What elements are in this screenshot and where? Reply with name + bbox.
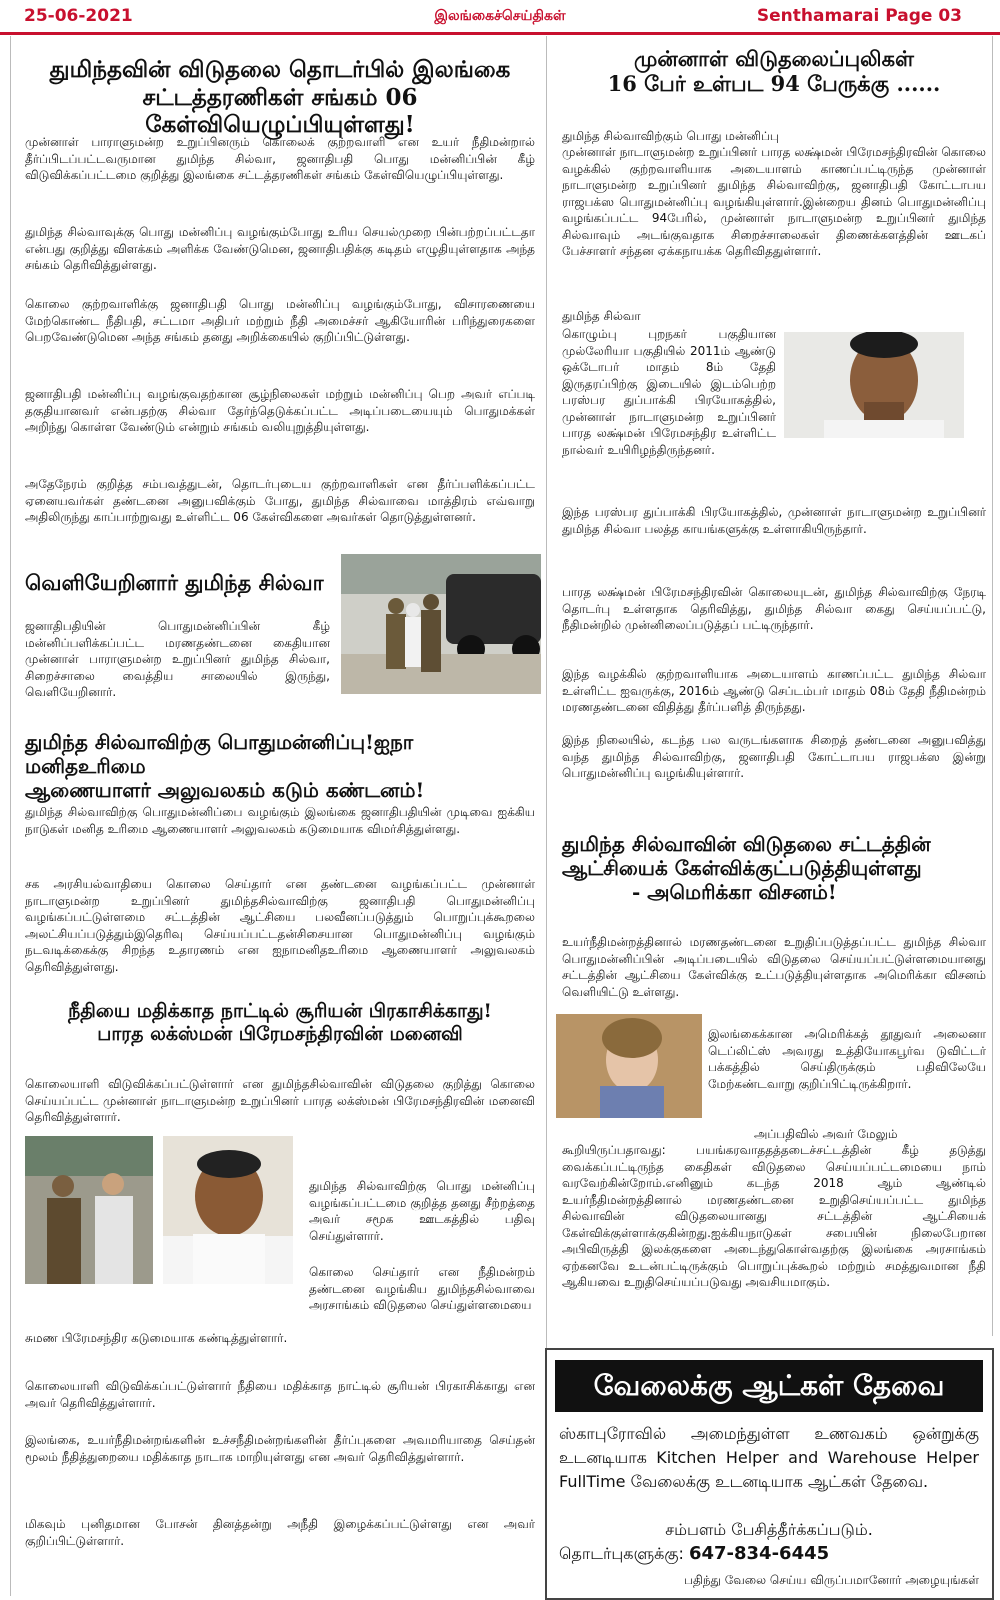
- article4-p3: கொலை செய்தார் என நீதிமன்றம் தண்டனை வழங்கிய துமிந்தசில்வாவை அரசாங்கம் விடுதலை செய்துள்ளமையை: [309, 1265, 535, 1312]
- article1-p4: ஜனாதிபதி மன்னிப்பு வழங்குவதற்கான சூழ்நிலைகள் மற்றும் மன்னிப்பு பெற அவர் எப்படி தகுதியானவர் என்பதற்கு சில்வா தேர்ந்தெடுக்கப்பட்ட அடிப்படையையும் பொதுமக்கள் அறிந்து கொள்ள வேண்டும் என்றும் சங்கம் வலியுறுத்தியுள்ளது.: [25, 387, 535, 434]
- article4-p2: துமிந்த சில்வாவிற்கு பொது மன்னிப்பு வழங்கப்பட்டமை குறித்த தனது சீற்றத்தை அவர் சமூக ஊடகத்தில் பதிவு செய்துள்ளார்.: [309, 1179, 535, 1243]
- article5-p1: துமிந்த சில்வாவிற்கும் பொது மன்னிப்பு: [562, 129, 779, 143]
- article4-p4: கொலையாளி விடுவிக்கப்பட்டுள்ளார் நீதியை மதிக்காத நாட்டில் சூரியன் பிரகாசிக்காது என அவர் தெரிவித்துள்ளார்.: [25, 1379, 535, 1410]
- article2-p1: ஜனாதிபதியின் பொதுமன்னிப்பின் கீழ் மன்னிப்பளிக்கப்பட்ட மரணதண்டனை கைதியான முன்னாள் பாராளுமன்ற உறுப்பினர் துமிந்த சில்வா, சிறைச்சாலை வைத்திய சாலையில் இருந்து, வெளியேறினார்.: [25, 619, 330, 699]
- dumindha-photo: [784, 332, 964, 438]
- contact-label: தொடர்புகளுக்கு:: [559, 1544, 684, 1563]
- left-column: [10, 36, 547, 1596]
- police-escort-photo: [341, 554, 541, 694]
- guards-photo: [25, 1136, 153, 1284]
- article5-title: முன்னாள் விடுதலைப்புலிகள் 16 பேர் உள்பட 94 பேருக்கு ......: [607, 46, 941, 97]
- article3-p2: சக அரசியல்வாதியை கொலை செய்தார் என தண்டனை வழங்கப்பட்ட முன்னாள் நாடாளுமன்ற உறுப்பினர் துமிந்தசில்வாவிற்கு ஜனாதிபதி பொதுமன்னிப்பு வழங்கப்பட்டுள்ளமை சட்டத்தின் ஆட்சியை பலவீனப்படுத்தும் பொறுப்புக்கூறலை அலட்சியப்படுத்தும்இதெரிவு செய்யப்பட்டதன்சிசையான பொதுமன்னிப்பு வழங்கும் நடவடிக்கைக்கு சிறந்த உதாரணம் என ஐநாமனிதஉரிமை ஆணையாளர் அலுவலகம் தெரிவித்துள்ளது.: [25, 877, 535, 974]
- article6-p3: கூறியிருப்பதாவது: பயங்கரவாததத்தடைச்சட்டத்தின் கீழ் தடுத்து வைக்கப்பட்டிருந்த கைதிகள் விடுதலை செய்யப்பட்டமையை நாம் வரவேற்கின்றோம்.எனினும் கடந்த 2018 ஆம் ஆண்டில் உயர்நீதிமன்றத்தினால் மரணதண்டனை உறுதிசெய்யப்பட்ட துமிந்த சில்வாவின் விடுதலையானது சட்டத்தின் ஆட்சியைக் கேள்விக்குள்ளாக்குகின்றது.ஐக்கியநாடுகள் சபையின் நிலைபேறான அபிவிருத்தி இலக்குகளை அடைந்துகொள்வதற்கு இலங்கை அரசாங்கம் ஏற்கனவே உடன்பட்டிருக்கும் பொறுப்புக்கூறல் மற்றும் சமத்துவமான நீதி ஆகியவை உறுதிசெய்யப்படுவது அவசியமாகும்.: [562, 1143, 986, 1289]
- article1-p2: துமிந்த சில்வாவுக்கு பொது மன்னிப்பு வழங்கும்போது உரிய செயல்முறை பின்பற்றப்பட்டதா என்பது குறித்து விளக்கம் அளிக்க வேண்டுமென, ஜனாதிபதிக்கு கடிதம் எழுதியுள்ளதாக அந்த சங்கம் தெரிவித்துள்ளது.: [25, 225, 535, 272]
- article6-p3a: அப்பதிவில் அவர் மேலும்: [754, 1127, 898, 1141]
- article6-title: துமிந்த சில்வாவின் விடுதலை சட்டத்தின் ஆட்சியைக் கேள்விக்குட்படுத்தியுள்ளது - அமெரிக்கா விசனம்!: [562, 832, 931, 904]
- ambassador-photo: [556, 1014, 702, 1118]
- article2-title: வெளியேறினார் துமிந்த சில்வா: [25, 570, 324, 595]
- job-ad-contact: [559, 1542, 979, 1566]
- phone-number: 647-834-6445: [688, 1543, 830, 1564]
- section-title: இலங்கைச்செய்திகள்: [434, 8, 566, 24]
- page-number: Senthamarai Page 03: [756, 6, 962, 26]
- article6-p2: இலங்கைக்கான அமெரிக்கத் தூதுவர் அலைனா டெப்லிட்ஸ் அவரது உத்தியோகபூர்வ டுவிட்டர் பக்கத்தில் செய்திருக்கும் பதிவிலேயே மேற்கண்டவாறு குறிப்பிட்டிருக்கிறார்.: [708, 1027, 986, 1091]
- article5-p3: துமிந்த சில்வா: [562, 309, 641, 323]
- article5-p8: இந்த நிலையில், கடந்த பல வருடங்களாக சிறைத் தண்டனை அனுபவித்து வந்த துமிந்த சில்வாவிற்கு, ஜனாதிபதி கோட்டாபய ராஜபக்ஸ இன்று பொதுமன்னிப்பு வழங்கியுள்ளார்.: [562, 733, 986, 780]
- article3-p1: துமிந்த சில்வாவிற்கு பொதுமன்னிப்பை வழங்கும் இலங்கை ஜனாதிபதியின் முடிவை ஐக்கிய நாடுகள் மனித உரிமை ஆணையாளர் அலுவலகம் கடுமையாக விமர்சித்துள்ளது.: [25, 805, 535, 836]
- man-portrait-photo: [163, 1136, 293, 1284]
- job-ad-body: ஸ்காபுரோவில் அமைந்துள்ள உணவகம் ஒன்றுக்கு உடனடியாக Kitchen Helper and Warehouse Helper FullTime வேலைக்கு உடனடியாக ஆட்கள் தேவை.: [559, 1424, 979, 1491]
- article5-p4: கொழும்பு புறநகர் பகுதியான முல்லேரியா பகுதியில் 2011ம் ஆண்டு ஒக்டோபர் மாதம் 8ம் தேதி இருதரப்பிற்கு இடையில் இடம்பெற்ற பரஸ்பர துப்பாக்கி பிரயோகத்தில், முன்னாள் நாடாளுமன்ற உறுப்பினர் பாரத லக்ஷ்மன் பிரேமசந்திர உள்ளிட்ட நால்வர் உயிரிழந்திருந்தனர்.: [562, 327, 776, 457]
- article6-p1: உயர்நீதிமன்றத்தினால் மரணதண்டனை உறுதிப்படுத்தப்பட்ட துமிந்த சில்வா பொதுமன்னிப்பின் அடிப்படையில் விடுதலை செய்யப்பட்டுள்ளமையானது சட்டத்தின் ஆட்சியை கேள்விக்கு உட்படுத்தியுள்ளதாக அமெரிக்கா விசனம் வெளியிட்டு உள்ளது.: [562, 935, 986, 999]
- article1-title: துமிந்தவின் விடுதலை தொடர்பில் இலங்கை சட்டத்தரணிகள் சங்கம் 06 கேள்வியெழுப்பியுள்ளது!: [49, 56, 511, 139]
- article1-p5: அதேநேரம் குறித்த சம்பவத்துடன், தொடர்புடைய குற்றவாளிகள் என தீர்ப்பளிக்கப்பட்ட ஏனையவர்கள் தண்டனை அனுபவிக்கும் போது, துமிந்த சில்வாவை மாத்திரம் எவ்வாறு அதிலிருந்து காப்பாற்றுவது உள்ளிட்ட 06 கேள்விகளை அவர்கள் தொடுத்துள்ளனர்.: [25, 477, 535, 524]
- page-header: [0, 0, 1000, 35]
- article5-p6: பாரத லக்ஷ்மன் பிரேமசந்திரவின் கொலையுடன், துமிந்த சில்வாவிற்கு நேரடி தொடர்பு உள்ளதாக தெரிவித்து, துமிந்த சில்வா கைது செய்யப்பட்டு, நீதிமன்றில் முன்னிலைப்படுத்தப் பட்டிருந்தார்.: [562, 585, 986, 632]
- article4-title: நீதியை மதிக்காத நாட்டில் சூரியன் பிரகாசிக்காது! பாரத லக்ஸ்மன் பிரேமசந்திரவின் மனைவி: [68, 1000, 492, 1045]
- job-ad-footer: பதிந்து வேலை செய்ய விருப்பமானோர் அழையுங்கள்: [684, 1573, 979, 1587]
- article4-p5: இலங்கை, உயர்நீதிமன்றங்களின் உச்சநீதிமன்றங்களின் தீர்ப்புகளை அவமரியாதை செய்தன் மூலம் நீதித்துறையை மதிக்காத நாடாக மாறியுள்ளது என அவர் தெரிவித்துள்ளார்.: [25, 1433, 535, 1464]
- article4-p3b: சுமண பிரேமசந்திர கடுமையாக கண்டித்துள்ளார்.: [25, 1331, 288, 1345]
- right-column: [556, 36, 993, 1336]
- article5-p2: முன்னாள் நாடாளுமன்ற உறுப்பினர் பாரத லக்ஷ்மன் பிரேமசந்திரவின் கொலை வழக்கில் குற்றவாளியாக அடையாளம் காணப்பட்டிருந்த முன்னாள் நாடாளுமன்ற உறுப்பினர் துமிந்த சில்வாவிற்கு, ஜனாதிபதி கோட்டாபய ராஜபக்ஸ பொதுமன்னிப்பு வழங்கியுள்ளார்.இன்றைய தினம் பொதுமன்னிப்பு வழங்கப்பட்ட 94பேரில், முன்னாள் நாடாளுமன்ற உறுப்பினர் துமிந்த சில்வாவும் அடங்குவதாக சிறைச்சாலைகள் திணைக்களத்தின் ஊடகப் பேச்சாளர் சந்தன ஏக்கநாயக்க தெரிவிததுள்ளார்.: [562, 145, 986, 258]
- job-ad: [545, 1348, 994, 1600]
- job-ad-salary: சம்பளம் பேசித்தீர்க்கப்படும்.: [665, 1520, 873, 1539]
- article3-title: துமிந்த சில்வாவிற்கு பொதுமன்னிப்பு!ஐநா மனிதஉரிமை ஆணையாளர் அலுவலகம் கடும் கண்டனம்!: [25, 730, 425, 802]
- article1-p3: கொலை குற்றவாளிக்கு ஜனாதிபதி பொது மன்னிப்பு வழங்கும்போது, விசாரணையை மேற்கொண்ட நீதிபதி, சட்டமா அதிபர் மற்றும் நீதி அமைச்சர் ஆகியோரின் பரிந்துரைகளை பெறவேண்டுமென அந்த சங்கம் தனது அறிக்கையில் குறிப்பிட்டுள்ளது.: [25, 297, 535, 344]
- job-ad-banner: வேலைக்கு ஆட்கள் தேவை: [555, 1360, 983, 1412]
- article1-p1: முன்னாள் பாராளுமன்ற உறுப்பினரும் கொலைக் குற்றவாளி என உயர் நீதிமன்றால் தீர்ப்பிடப்பட்டவருமான துமிந்த சில்வா, ஜனாதிபதி பொது மன்னிப்பின் கீழ் விடுவிக்கப்பட்டமை குறித்து இலங்கை சட்டத்தரணிகள் சங்கம் கேள்வியெழுப்பியுள்ளது.: [25, 135, 535, 182]
- article5-p7: இந்த வழக்கில் குற்றவாளியாக அடையாளம் காணப்பட்ட துமிந்த சில்வா உள்ளிட்ட ஐவருக்கு, 2016ம் ஆண்டு செப்டம்பர் மாதம் 08ம் தேதி நீதிமன்றம் மரணதண்டனை விதித்து தீர்ப்பளித் திருந்தது.: [562, 667, 986, 714]
- issue-date: 25-06-2021: [24, 6, 133, 26]
- article5-p5: இந்த பரஸ்பர துப்பாக்கி பிரயோகத்தில், முன்னாள் நாடாளுமன்ற உறுப்பினர் துமிந்த சில்வா பலத்த காயங்களுக்கு உள்ளாகியிருந்தார்.: [562, 505, 986, 536]
- article4-p1: கொலையாளி விடுவிக்கப்பட்டுள்ளார் என துமிந்தசில்வாவின் விடுதலை குறித்து கொலை செய்யப்பட்ட முன்னாள் நாடாளுமன்ற உறுப்பினர் பாரத லக்ஸ்மன் பிரேமசந்திரவின் மனைவி தெரிவித்துள்ளார்.: [25, 1077, 535, 1124]
- article4-p6: மிகவும் புனிதமான போசன் தினத்தன்று அநீதி இழைக்கப்பட்டுள்ளது என அவர் குறிப்பிட்டுள்ளார்.: [25, 1517, 535, 1548]
